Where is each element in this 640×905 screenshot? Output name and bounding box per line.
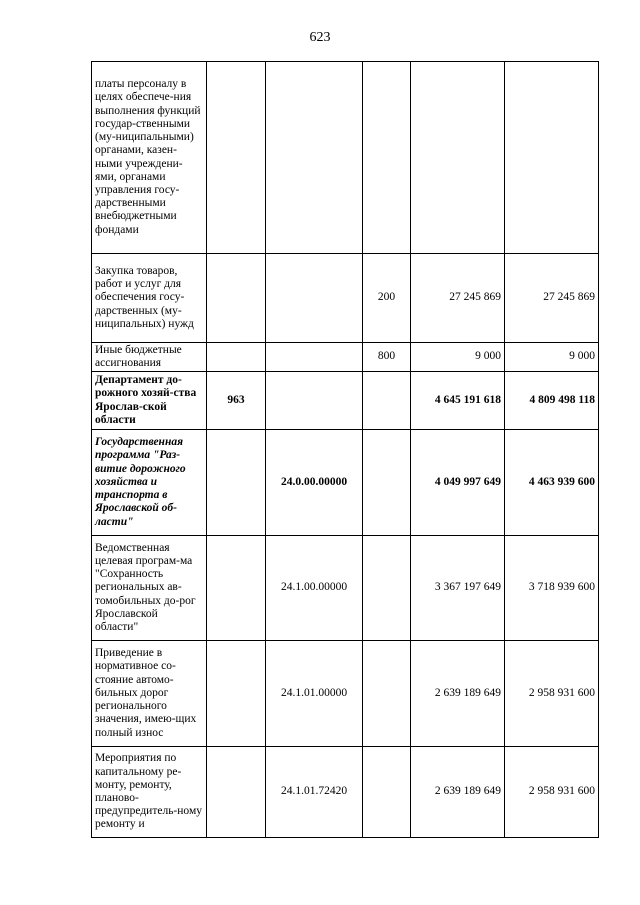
row-amount-2: 4 463 939 600 bbox=[505, 430, 599, 536]
table-row bbox=[92, 747, 599, 838]
row-vr-code: 200 bbox=[363, 254, 411, 343]
row-csr-code bbox=[266, 254, 363, 343]
row-name: Иные бюджетные ассигнования bbox=[92, 343, 207, 372]
row-ved-code bbox=[207, 536, 266, 641]
row-amount-1 bbox=[411, 62, 505, 254]
row-amount-1: 2 639 189 649 bbox=[411, 747, 505, 838]
row-csr-code: 24.0.00.00000 bbox=[266, 430, 363, 536]
row-ved-code bbox=[207, 343, 266, 372]
budget-table bbox=[91, 61, 599, 838]
row-ved-code bbox=[207, 747, 266, 838]
row-amount-2: 27 245 869 bbox=[505, 254, 599, 343]
row-amount-2: 9 000 bbox=[505, 343, 599, 372]
table-row bbox=[92, 372, 599, 430]
row-amount-2: 3 718 939 600 bbox=[505, 536, 599, 641]
row-vr-code bbox=[363, 62, 411, 254]
table-row bbox=[92, 62, 599, 254]
row-csr-code: 24.1.01.72420 bbox=[266, 747, 363, 838]
row-amount-1: 9 000 bbox=[411, 343, 505, 372]
row-csr-code: 24.1.00.00000 bbox=[266, 536, 363, 641]
row-vr-code bbox=[363, 536, 411, 641]
table-row bbox=[92, 430, 599, 536]
table-row bbox=[92, 641, 599, 747]
row-amount-1: 4 645 191 618 bbox=[411, 372, 505, 430]
row-ved-code bbox=[207, 62, 266, 254]
row-amount-1: 27 245 869 bbox=[411, 254, 505, 343]
row-amount-2: 2 958 931 600 bbox=[505, 747, 599, 838]
row-ved-code bbox=[207, 254, 266, 343]
row-amount-1: 4 049 997 649 bbox=[411, 430, 505, 536]
row-name: Закупка товаров, работ и услуг для обеспечения госу-дарственных (му-ниципальных) нужд bbox=[92, 254, 207, 343]
row-amount-2: 2 958 931 600 bbox=[505, 641, 599, 747]
row-vr-code bbox=[363, 372, 411, 430]
row-name: Приведение в нормативное со-стояние автомо-бильных дорог регионального значения, имею-щих полный износ bbox=[92, 641, 207, 747]
row-csr-code bbox=[266, 372, 363, 430]
row-name: Государственная программа "Раз-витие дорожного хозяйства и транспорта в Ярославской об-ласти" bbox=[92, 430, 207, 536]
table-row bbox=[92, 343, 599, 372]
row-amount-2 bbox=[505, 62, 599, 254]
row-csr-code bbox=[266, 62, 363, 254]
row-vr-code bbox=[363, 747, 411, 838]
row-ved-code bbox=[207, 641, 266, 747]
table-row bbox=[92, 254, 599, 343]
row-ved-code bbox=[207, 430, 266, 536]
row-amount-1: 2 639 189 649 bbox=[411, 641, 505, 747]
page-number: 623 bbox=[309, 30, 331, 45]
row-vr-code bbox=[363, 641, 411, 747]
row-csr-code: 24.1.01.00000 bbox=[266, 641, 363, 747]
row-vr-code: 800 bbox=[363, 343, 411, 372]
table-row bbox=[92, 536, 599, 641]
row-name: платы персоналу в целях обеспече-ния выполнения функций государ-ственными (му-ниципальными) органами, казен-ными учреждени-ями, органами управления госу-дарственными внебюджетными фондами bbox=[92, 62, 207, 254]
row-vr-code bbox=[363, 430, 411, 536]
row-ved-code: 963 bbox=[207, 372, 266, 430]
row-name: Департамент до-рожного хозяй-ства Ярослав-ской области bbox=[92, 372, 207, 430]
row-amount-2: 4 809 498 118 bbox=[505, 372, 599, 430]
row-name: Мероприятия по капитальному ре-монту, ремонту, планово-предупредитель-ному ремонту и bbox=[92, 747, 207, 838]
row-name: Ведомственная целевая програм-ма "Сохранность региональных ав-томобильных до-рог Ярославской области" bbox=[92, 536, 207, 641]
row-amount-1: 3 367 197 649 bbox=[411, 536, 505, 641]
row-csr-code bbox=[266, 343, 363, 372]
